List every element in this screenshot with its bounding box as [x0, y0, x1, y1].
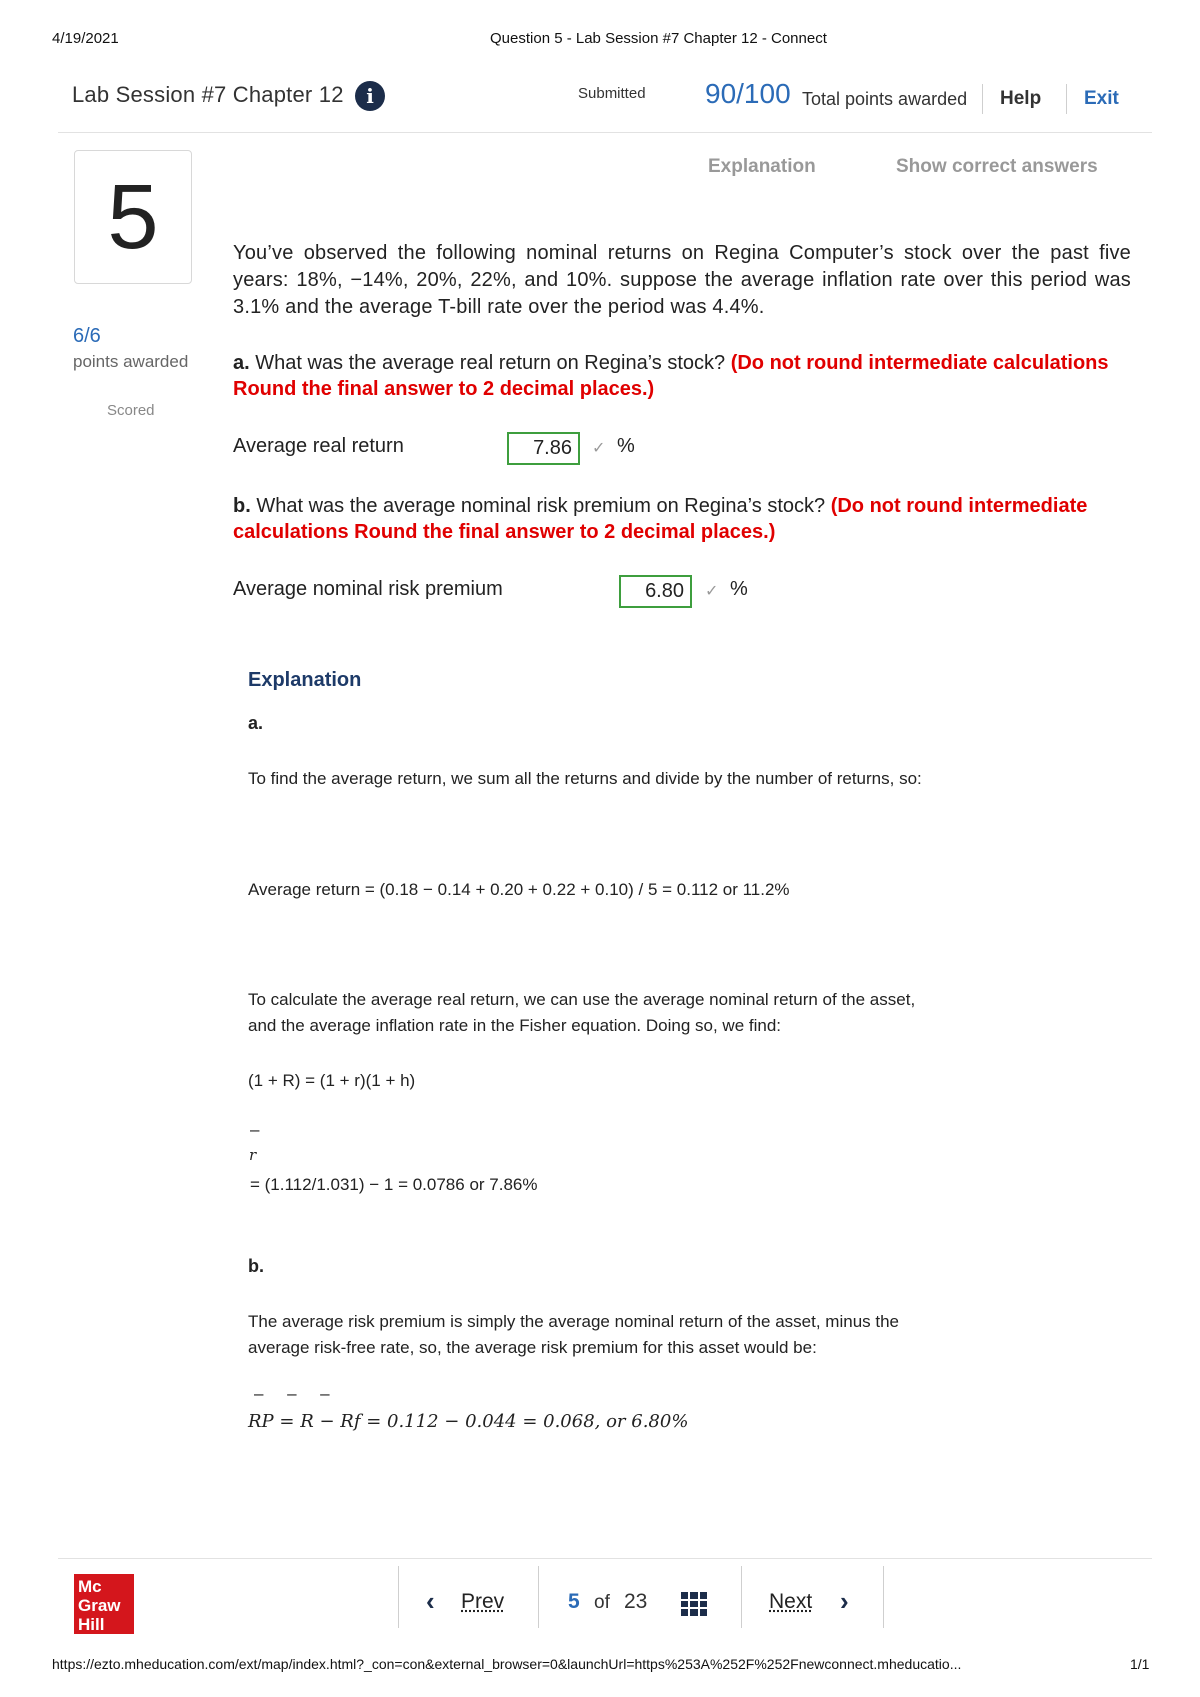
score-label: Total points awarded	[802, 89, 968, 109]
footer-divider	[741, 1566, 742, 1628]
chevron-right-icon[interactable]: ›	[840, 1586, 849, 1616]
print-date: 4/19/2021	[52, 30, 119, 47]
header-divider	[982, 84, 983, 114]
explanation-part-a-label: a.	[248, 713, 264, 733]
part-b-prompt	[233, 493, 1131, 545]
info-icon[interactable]: i	[355, 81, 385, 111]
page-title: Lab Session #7 Chapter 12	[72, 82, 344, 107]
explanation-heading: Explanation	[248, 669, 362, 691]
help-button[interactable]: Help	[1000, 88, 1042, 109]
part-a-letter: a.	[233, 352, 250, 374]
footer-rule	[58, 1558, 1152, 1559]
average-return-formula: Average return = (0.18 − 0.14 + 0.20 + 0.22 + 0.10) / 5 = 0.112 or 11.2%	[248, 880, 790, 899]
answer-a-label: Average real return	[233, 435, 404, 457]
part-b-instruction: (Do not round intermediate calculations Round the final answer to 2 decimal places.)	[233, 495, 1088, 543]
logo-line: Graw	[78, 1596, 121, 1615]
print-url: https://ezto.mheducation.com/ext/map/index.html?_con=con&external_browser=0&launchUrl=https%253A%252F%252Fnewconnect.mheducatio...	[52, 1656, 962, 1672]
print-page-number: 1/1	[1130, 1656, 1150, 1672]
part-a-instruction: (Do not round intermediate calculations Round the final answer to 2 decimal places.)	[233, 352, 1109, 400]
explanation-text: To find the average return, we sum all the returns and divide by the number of returns, so:	[248, 769, 922, 788]
part-b-letter: b.	[233, 495, 251, 517]
print-doc-title: Question 5 - Lab Session #7 Chapter 12 - Connect	[490, 30, 827, 47]
score-value: 90/100	[705, 78, 791, 109]
current-page: 5	[568, 1590, 580, 1613]
answer-a-field[interactable]: 7.86	[507, 432, 580, 465]
part-b-question: What was the average nominal risk premium on Regina’s stock?	[250, 495, 831, 517]
scored-label: Scored	[107, 402, 155, 419]
answer-b-unit: %	[730, 578, 748, 600]
explanation-text: To calculate the average real return, we can use the average nominal return of the asset,	[248, 990, 916, 1009]
mcgraw-hill-logo	[74, 1574, 134, 1634]
check-icon: ✓	[705, 583, 719, 600]
real-return-symbol: r	[249, 1146, 257, 1164]
footer-divider	[398, 1566, 399, 1628]
overline-marks: – – –	[254, 1384, 330, 1403]
question-number: 5	[74, 150, 192, 284]
next-button[interactable]: Next	[769, 1590, 813, 1613]
footer-divider	[883, 1566, 884, 1628]
part-a-prompt	[233, 350, 1131, 402]
explanation-text: and the average inflation rate in the Fisher equation. Doing so, we find:	[248, 1016, 782, 1035]
total-pages: 23	[624, 1590, 648, 1613]
overline-mark: –	[250, 1120, 260, 1139]
footer-divider	[538, 1566, 539, 1628]
points-label: points awarded	[73, 352, 189, 371]
real-return-result: = (1.112/1.031) − 1 = 0.0786 or 7.86%	[250, 1175, 538, 1194]
answer-b-field[interactable]: 6.80	[619, 575, 692, 608]
points-value: 6/6	[73, 325, 101, 347]
tab-show-correct-answers[interactable]: Show correct answers	[896, 156, 1098, 177]
chevron-left-icon[interactable]: ‹	[426, 1586, 435, 1616]
question-text: You’ve observed the following nominal returns on Regina Computer’s stock over the past five years: 18%, −14%, 20%, 22%, and 10%. suppose the average inflation rate over this period was 3.1% and the average T-bill rate over the period was 4.4%.	[233, 242, 1131, 318]
prev-button[interactable]: Prev	[461, 1590, 505, 1613]
header-rule	[58, 132, 1152, 133]
risk-premium-formula: RP = R − Rf = 0.112 − 0.044 = 0.068, or 6.80%	[248, 1411, 689, 1432]
explanation-text: The average risk premium is simply the average nominal return of the asset, minus the	[248, 1312, 900, 1331]
logo-line: Mc	[78, 1577, 102, 1596]
part-a-question: What was the average real return on Regina’s stock?	[249, 352, 731, 374]
fisher-equation: (1 + R) = (1 + r)(1 + h)	[248, 1071, 416, 1090]
explanation-text: average risk-free rate, so, the average risk premium for this asset would be:	[248, 1338, 817, 1357]
grid-icon[interactable]	[681, 1592, 707, 1616]
exit-button[interactable]: Exit	[1084, 88, 1119, 109]
answer-b-label: Average nominal risk premium	[233, 578, 503, 600]
explanation-part-b-label: b.	[248, 1256, 264, 1276]
tab-explanation[interactable]: Explanation	[708, 156, 816, 177]
logo-line: Hill	[78, 1615, 105, 1634]
answer-a-unit: %	[617, 435, 635, 457]
page-of-label: of	[594, 1592, 610, 1613]
status-label: Submitted	[578, 85, 646, 102]
header-divider	[1066, 84, 1067, 114]
check-icon: ✓	[592, 440, 606, 457]
